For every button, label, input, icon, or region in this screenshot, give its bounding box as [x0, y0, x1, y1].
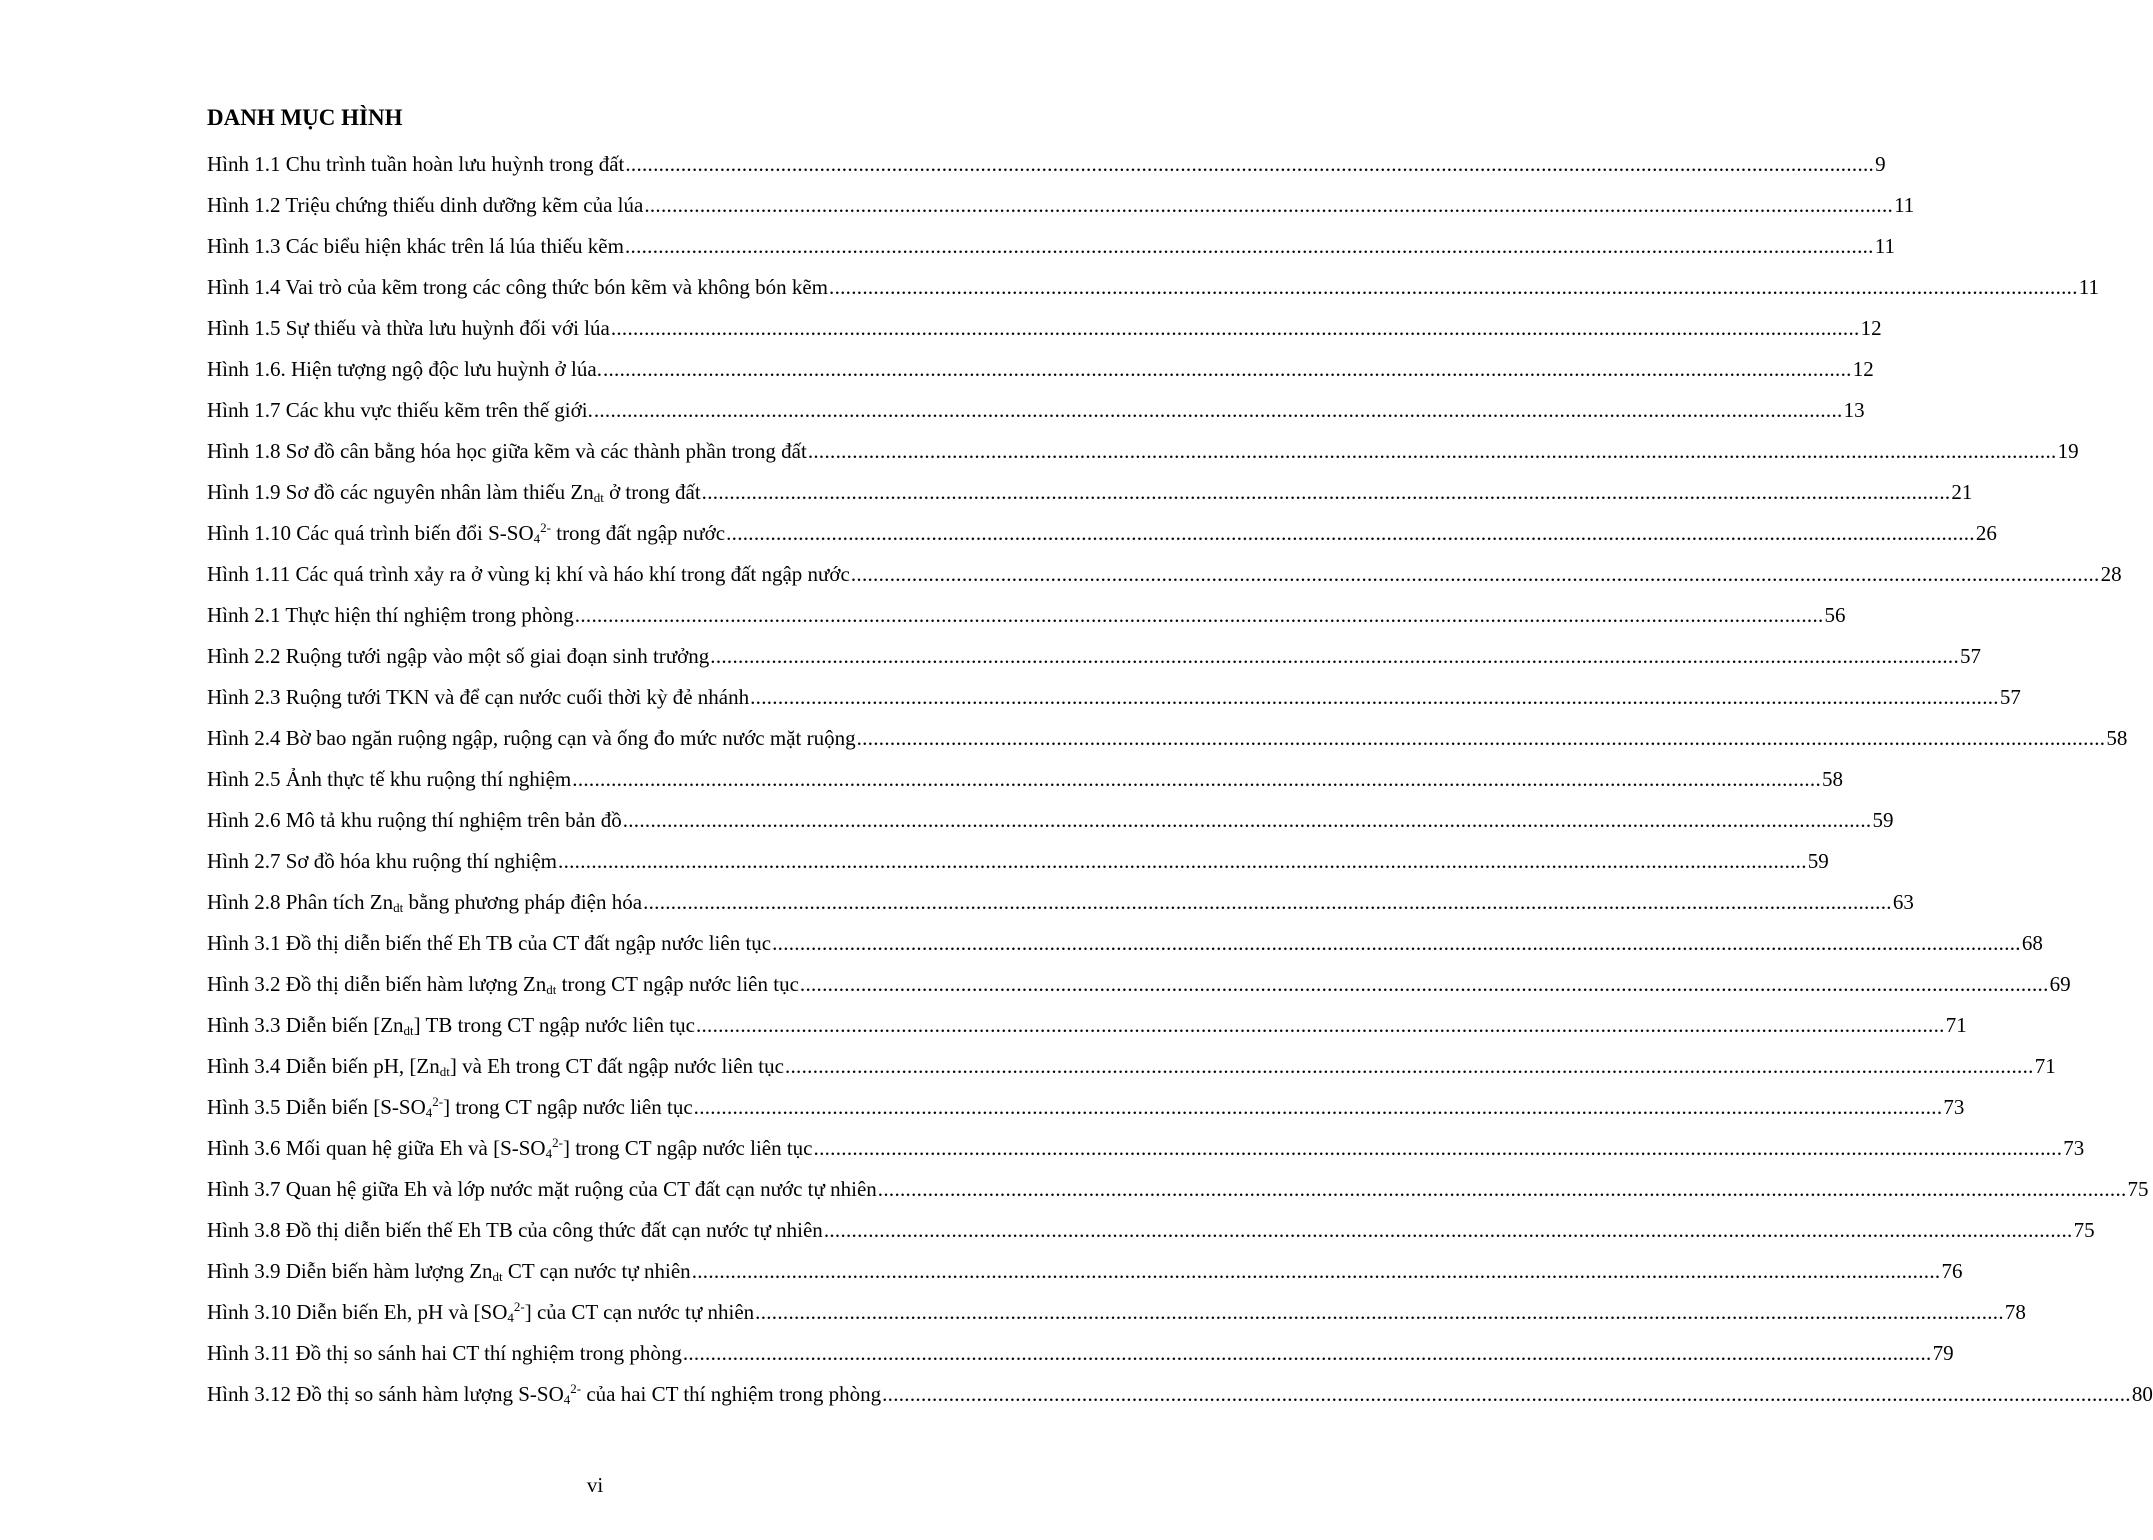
dot-leader: [829, 273, 2078, 301]
title-text: ] trong CT ngập nước liên tục: [443, 1094, 693, 1119]
subscript-text: 4: [533, 530, 541, 546]
figure-entry-title: [207, 150, 624, 178]
figure-entry[interactable]: [207, 676, 2021, 717]
title-text: ] của CT cạn nước tự nhiên: [524, 1299, 755, 1324]
title-text: Hình 2.5 Ảnh thực tế khu ruộng thí nghiệm: [207, 766, 572, 791]
figure-entry-page: 68: [2021, 930, 2043, 955]
figure-entry[interactable]: [207, 1086, 1965, 1127]
figure-entry[interactable]: [207, 143, 1886, 184]
figure-entry[interactable]: [207, 430, 2079, 471]
figure-entry-page: 59: [1807, 848, 1829, 873]
subscript-text: dt: [593, 489, 604, 505]
figure-entry-title: [207, 1093, 693, 1121]
subscript-text: 4: [507, 1309, 514, 1325]
title-text: Hình 3.11 Đồ thị so sánh hai CT thí nghiệm trong phòng: [207, 1340, 682, 1365]
title-text: Hình 3.1 Đồ thị diễn biến thế Eh TB của CT đất ngập nước liên tục: [207, 930, 772, 955]
figure-entry-page: 73: [2063, 1135, 2085, 1160]
figure-entry[interactable]: [207, 1250, 1963, 1291]
title-text: Hình 3.4 Diễn biến pH, [Zn: [207, 1053, 440, 1078]
figure-entry-page: 71: [1945, 1012, 1967, 1037]
dot-leader: [558, 847, 1807, 875]
figure-entry-page: 71: [2034, 1053, 2056, 1078]
figure-entry-page: 11: [2078, 274, 2100, 299]
subscript-text: dt: [393, 899, 404, 915]
title-text: Hình 1.11 Các quá trình xảy ra ở vùng kị khí và háo khí trong đất ngập nước: [207, 561, 850, 586]
figure-entry-page: 63: [1892, 889, 1914, 914]
title-text: Hình 2.2 Ruộng tưới ngập vào một số giai đoạn sinh trưởng: [207, 643, 710, 668]
figure-entry[interactable]: [207, 1127, 2085, 1168]
title-text: Hình 2.1 Thực hiện thí nghiệm trong phòng: [207, 602, 574, 627]
figure-entry[interactable]: [207, 758, 1844, 799]
dot-leader: [750, 683, 1999, 711]
figure-entry-page: 26: [1975, 520, 1997, 545]
figure-entry-title: [207, 1298, 754, 1326]
figure-entry[interactable]: [207, 512, 1997, 553]
figure-entry[interactable]: [207, 717, 2128, 758]
figure-entry[interactable]: [207, 1168, 2149, 1209]
figure-list: [207, 143, 2153, 1414]
figure-entry-page: 75: [2073, 1217, 2095, 1242]
dot-leader: [702, 478, 1951, 506]
title-text: Hình 1.3 Các biểu hiện khác trên lá lúa thiếu kẽm: [207, 233, 624, 258]
dot-leader: [575, 601, 1824, 629]
figure-entry-title: [207, 273, 828, 301]
title-text: CT cạn nước tự nhiên: [502, 1258, 691, 1283]
figure-entry-title: [207, 1175, 877, 1203]
figure-entry[interactable]: [207, 840, 1829, 881]
figure-entry-title: [207, 1134, 813, 1162]
superscript-text: 2-: [540, 519, 551, 535]
dot-leader: [696, 1011, 1945, 1039]
title-text: Hình 3.8 Đồ thị diễn biến thế Eh TB của công thức đất cạn nước tự nhiên: [207, 1217, 823, 1242]
figure-entry-page: 75: [2127, 1176, 2149, 1201]
figure-entry-title: [207, 1339, 682, 1367]
dot-leader: [772, 929, 2021, 957]
figure-entry-page: 21: [1951, 479, 1973, 504]
subscript-text: 4: [425, 1104, 433, 1120]
subscript-text: dt: [439, 1063, 450, 1079]
title-text: Hình 1.7 Các khu vực thiếu kẽm trên thế giới.: [207, 397, 593, 422]
subscript-text: 4: [563, 1391, 571, 1407]
figure-entry-title: [207, 724, 856, 752]
figure-entry-title: [207, 929, 771, 957]
figure-entry[interactable]: [207, 266, 2100, 307]
figure-entry-title: [207, 847, 557, 875]
dot-leader: [594, 396, 1843, 424]
dot-leader: [625, 150, 1874, 178]
figure-entry-page: 11: [1874, 233, 1895, 258]
figure-entry-page: 56: [1824, 602, 1846, 627]
subscript-text: dt: [403, 1022, 414, 1038]
title-text: trong đất ngập nước: [550, 520, 726, 545]
figure-entry-title: [207, 355, 602, 383]
figure-entry-title: [207, 1380, 881, 1408]
figure-entry[interactable]: [207, 553, 2122, 594]
title-text: ] trong CT ngập nước liên tục: [562, 1135, 813, 1160]
figure-entry[interactable]: [207, 922, 2043, 963]
figure-entry-page: 13: [1843, 397, 1865, 422]
dot-leader: [643, 888, 1892, 916]
subscript-text: 4: [545, 1145, 553, 1161]
figure-entry[interactable]: [207, 1004, 1967, 1045]
figure-entry[interactable]: [207, 1209, 2095, 1250]
figure-entry[interactable]: [207, 635, 1982, 676]
figure-entry-page: 79: [1932, 1340, 1954, 1365]
figure-entry-page: 12: [1860, 315, 1882, 340]
superscript-text: 2-: [432, 1093, 444, 1109]
figure-entry-page: 58: [2106, 725, 2128, 750]
superscript-text: 2-: [552, 1134, 563, 1150]
title-text: Hình 1.9 Sơ đồ các nguyên nhân làm thiếu Zn: [207, 479, 594, 504]
figure-entry-title: [207, 396, 593, 424]
dot-leader: [644, 191, 1893, 219]
figure-entry-page: 11: [1894, 192, 1915, 217]
title-text: Hình 1.8 Sơ đồ cân bằng hóa học giữa kẽm và các thành phần trong đất: [207, 438, 807, 463]
title-text: Hình 3.3 Diễn biến [Zn: [207, 1012, 404, 1037]
title-text: Hình 2.4 Bờ bao ngăn ruộng ngập, ruộng cạn và ống đo mức nước mặt ruộng: [207, 725, 856, 750]
title-text: Hình 3.7 Quan hệ giữa Eh và lớp nước mặt ruộng của CT đất cạn nước tự nhiên: [207, 1176, 877, 1201]
figure-entry-title: [207, 683, 749, 711]
dot-leader: [694, 1093, 1943, 1121]
figure-entry-page: 57: [1999, 684, 2021, 709]
title-text: Hình 3.5 Diễn biến [S-SO: [207, 1094, 426, 1119]
title-text: Hình 1.5 Sự thiếu và thừa lưu huỳnh đối với lúa: [207, 315, 610, 340]
figure-entry-page: 73: [1943, 1094, 1965, 1119]
dot-leader: [692, 1257, 1941, 1285]
figure-entry-page: 58: [1822, 766, 1844, 791]
subscript-text: dt: [546, 981, 557, 997]
figure-entry[interactable]: [207, 799, 1894, 840]
figure-entry[interactable]: [207, 348, 1874, 389]
dot-leader: [755, 1298, 2004, 1326]
figure-entry-title: [207, 478, 701, 506]
dot-leader: [683, 1339, 1932, 1367]
figure-entry[interactable]: [207, 184, 1915, 225]
figure-entry-page: 59: [1872, 807, 1894, 832]
dot-leader: [882, 1380, 2131, 1408]
title-text: trong CT ngập nước liên tục: [556, 971, 799, 996]
superscript-text: 2-: [513, 1298, 525, 1314]
figure-entry-title: [207, 1257, 691, 1285]
title-text: Hình 3.6 Mối quan hệ giữa Eh và [S-SO: [207, 1135, 546, 1160]
figure-entry-page: 76: [1941, 1258, 1963, 1283]
title-text: Hình 2.8 Phân tích Zn: [207, 889, 394, 914]
figure-entry-title: [207, 191, 643, 219]
title-text: Hình 3.9 Diễn biến hàm lượng Zn: [207, 1258, 493, 1283]
dot-leader: [710, 642, 1959, 670]
title-text: Hình 1.10 Các quá trình biến đổi S-SO: [207, 520, 534, 545]
title-text: Hình 2.6 Mô tả khu ruộng thí nghiệm trên bản đồ: [207, 807, 622, 832]
subscript-text: dt: [492, 1268, 503, 1284]
figure-entry[interactable]: [207, 1045, 2056, 1086]
figure-entry-title: [207, 806, 622, 834]
figure-entry-page: 80: [2131, 1381, 2153, 1406]
figure-entry-title: [207, 601, 574, 629]
dot-leader: [623, 806, 1872, 834]
figure-entry-title: [207, 1216, 823, 1244]
title-text: Hình 3.2 Đồ thị diễn biến hàm lượng Zn: [207, 971, 547, 996]
superscript-text: 2-: [570, 1380, 582, 1396]
figure-entry-title: [207, 437, 807, 465]
title-text: của hai CT thí nghiệm trong phòng: [581, 1381, 882, 1406]
figure-entry-page: 69: [2049, 971, 2071, 996]
figure-entry-title: [207, 1011, 695, 1039]
dot-leader: [726, 519, 1975, 547]
dot-leader: [814, 1134, 2063, 1162]
title-text: Hình 1.6. Hiện tượng ngộ độc lưu huỳnh ở lúa.: [207, 356, 602, 381]
figure-entry-title: [207, 1052, 784, 1080]
figure-entry-title: [207, 888, 642, 916]
title-text: Hình 1.2 Triệu chứng thiếu dinh dưỡng kẽm của lúa: [207, 192, 644, 217]
title-text: Hình 2.7 Sơ đồ hóa khu ruộng thí nghiệm: [207, 848, 558, 873]
figure-entry-page: 57: [1960, 643, 1982, 668]
figure-entry[interactable]: [207, 307, 1882, 348]
figure-entry-title: [207, 642, 709, 670]
dot-leader: [603, 355, 1852, 383]
dot-leader: [611, 314, 1860, 342]
title-text: bằng phương pháp điện hóa: [403, 889, 643, 914]
figure-entry[interactable]: [207, 881, 1914, 922]
title-text: ] và Eh trong CT đất ngập nước liên tục: [449, 1053, 784, 1078]
figure-entry-title: [207, 970, 799, 998]
dot-leader: [851, 560, 2100, 588]
figure-entry[interactable]: [207, 594, 1846, 635]
figure-entry[interactable]: [207, 1373, 2153, 1414]
title-text: ] TB trong CT ngập nước liên tục: [413, 1012, 695, 1037]
figure-entry-title: [207, 232, 624, 260]
title-text: Hình 1.4 Vai trò của kẽm trong các công thức bón kẽm và không bón kẽm: [207, 274, 829, 299]
title-text: Hình 3.12 Đồ thị so sánh hàm lượng S-SO: [207, 1381, 564, 1406]
title-text: Hình 2.3 Ruộng tưới TKN và để cạn nước cuối thời kỳ đẻ nhánh: [207, 684, 750, 709]
title-text: Hình 3.10 Diễn biến Eh, pH và [SO: [207, 1299, 508, 1324]
dot-leader: [572, 765, 1821, 793]
dot-leader: [625, 232, 1874, 260]
figure-entry[interactable]: [207, 1332, 1954, 1373]
dot-leader: [800, 970, 2049, 998]
dot-leader: [785, 1052, 2034, 1080]
title-text: ở trong đất: [603, 479, 701, 504]
page-number: vi: [586, 1473, 604, 1497]
title-text: Hình 1.1 Chu trình tuần hoàn lưu huỳnh trong đất: [207, 151, 625, 176]
figure-entry-title: [207, 560, 850, 588]
figure-entry-page: 28: [2100, 561, 2122, 586]
page-title: DANH MỤC HÌNH: [207, 105, 403, 130]
figure-entry-page: 12: [1852, 356, 1874, 381]
figure-entry-page: 9: [1875, 151, 1886, 176]
dot-leader: [824, 1216, 2073, 1244]
figure-entry[interactable]: [207, 471, 1973, 512]
figure-entry-title: [207, 765, 571, 793]
figure-entry-title: [207, 519, 725, 547]
dot-leader: [857, 724, 2106, 752]
figure-entry[interactable]: [207, 963, 2071, 1004]
figure-entry[interactable]: [207, 225, 1895, 266]
dot-leader: [878, 1175, 2127, 1203]
figure-entry[interactable]: [207, 389, 1865, 430]
figure-entry-page: 78: [2004, 1299, 2026, 1324]
figure-entry-page: 19: [2057, 438, 2079, 463]
dot-leader: [808, 437, 2057, 465]
figure-entry[interactable]: [207, 1291, 2026, 1332]
figure-entry-title: [207, 314, 610, 342]
